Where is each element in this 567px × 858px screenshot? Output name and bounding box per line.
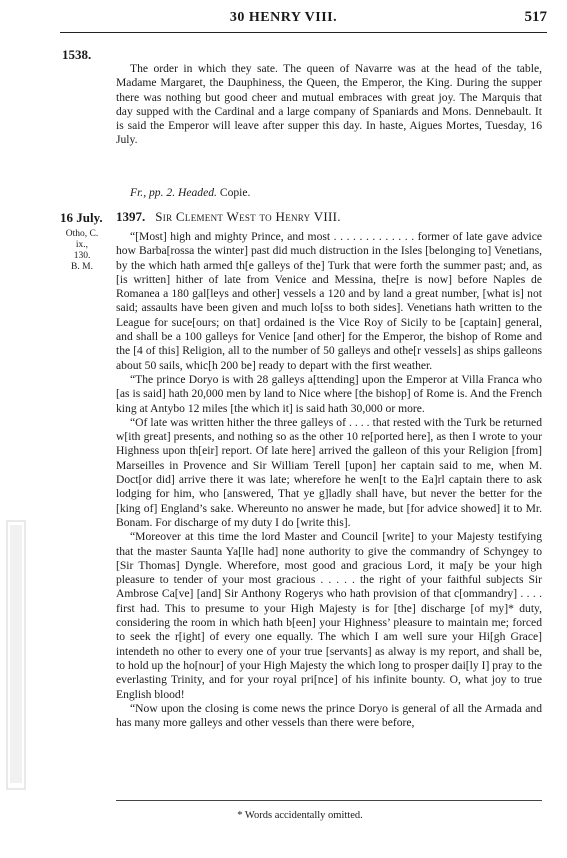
margin-year: 1538. [62, 47, 92, 62]
reference-line: B. M. [71, 262, 93, 272]
library-stamp-watermark [6, 520, 26, 790]
letter-body [116, 230, 542, 730]
running-header: 30 HENRY VIII. [229, 10, 338, 25]
footnote-rule [116, 800, 542, 801]
reference-line: 130. [73, 251, 91, 261]
citation-plain: Copie. [216, 186, 251, 199]
intro-citation [130, 186, 250, 199]
entry-date: 16 July. [60, 210, 103, 225]
entry-heading [116, 209, 341, 225]
body-paragraph: “The prince Doryo is with 28 galleys a[ttending] upon the Emperor at Villa Franca who [as is said] hath 20,000 men by land to Nice where [the bishop] of Rome is. And the French king at Antybo 12 miles [the which it] is said hath 30,000 or more. [116, 372, 542, 415]
body-paragraph: “Moreover at this time the lord Master and Council [write] to your Majesty testifying that the master Saunta Ya[lle had] none authority to give the commandry of Schyngey to [Sir Thomas] Dyngle. Wherefore, most good and gracious Lord, it ma[y be your high pleasure to tender of your most gracious . . . . . the right of your faithful subjects Sir Ambrose Ca[ve] [and] Sir Anthony Rogerys who hath provision of that c[ommandry] . . . . first had. This to presume to your High Majesty is for [the] discharge [of my]* duty, considering the room in which hath b[een] your Highness’ pleasure to maintain me; forced to seek the r[ight] of every one equally. The which I am well sure your Hi[gh Grace] intendeth no other to every one of your true [servants] as alway is my report, and shall be, to hold up the ho[nour] of your High Majesty the which long to prosper dai[ly I] pray to the everlasting Trinity, and for your royal pri[nce] of his infinite bounty. O, what joy to true English blood! [116, 530, 542, 701]
manuscript-reference [60, 229, 104, 273]
footnote: * Words accidentally omitted. [237, 810, 363, 821]
body-paragraph: “[Most] high and mighty Prince, and most . . . . . . . . . . . . . former of late gave advice how Barba[rossa the winter] past did much distruction in the Isles [belonging to] Venetians, by the which hath armed th[e galleys of the] Turk that were forth the summer past; and, as [is written] hither of late from Venice and Messina, the[re is now] before Naples de Romanea a 180 gal[leys and other] vessels a 120 and by land a great number, [what is] not said; assaults have been given and much lo[ss to both sides]. Venetians hath written to the League for suce[ours; on that] ordained is the Vice Roy of Sicily to be [captain] general, and shall be a 100 galleys for Venice [and other] for the Emperor, the bishop of Rome and the [4 of this] Religion, all to the number of 50 galleys and othe[r vessels] as ships galleons about 50 sails, whic[h 200 be] ready to depart with the first weather. [116, 230, 542, 372]
intro-paragraph: The order in which they sate. The queen of Navarre was at the head of the table, Madame Margaret, the Dauphiness, the Queen, the Emperor, the King. During the supper there was nothing but good cheer and mutual embraces with great joy. The Marquis that day supped with the Cardinal and a large company of Spaniards and Mons. Dennebault. It is said the Emperor will leave after supper this day. In haste, Aigues Mortes, Tuesday, 16 July. [116, 62, 542, 147]
header-rule [60, 32, 547, 33]
body-paragraph: “Of late was written hither the three galleys of . . . . that rested with the Turk be returned w[ith great] presents, and nothing so as the other 10 re[ported here], as then I wrote to your Highness upon th[eir] report. Of late here] arrived the galleon of this your Religion [from] Marseilles in Provence and Sir William Terell [upon] her captain said to me, when M. Doct[or did] arrive there it was late; wherefore he wen[t to the Ea]rl captain there to ask lodging for him, who [answered, That ye g]ladly shall have, but never the better for the [king of] England’s sake. Whereunto no answer he made, but [for advice showed] it to Mr. Bonam. For discharge of my duty I do [write this]. [116, 415, 542, 529]
entry-number: 1397. [116, 209, 146, 224]
body-paragraph: “Now upon the closing is come news the prince Doryo is general of all the Armada and has many more galleys and other vessels than there were before, [116, 701, 542, 730]
citation-italic: Fr., pp. 2. Headed. [130, 186, 217, 199]
reference-line: Otho, C. ix., [65, 229, 99, 250]
entry-title: Sir Clement West to Henry VIII. [155, 209, 341, 224]
page-number: 517 [524, 9, 547, 25]
